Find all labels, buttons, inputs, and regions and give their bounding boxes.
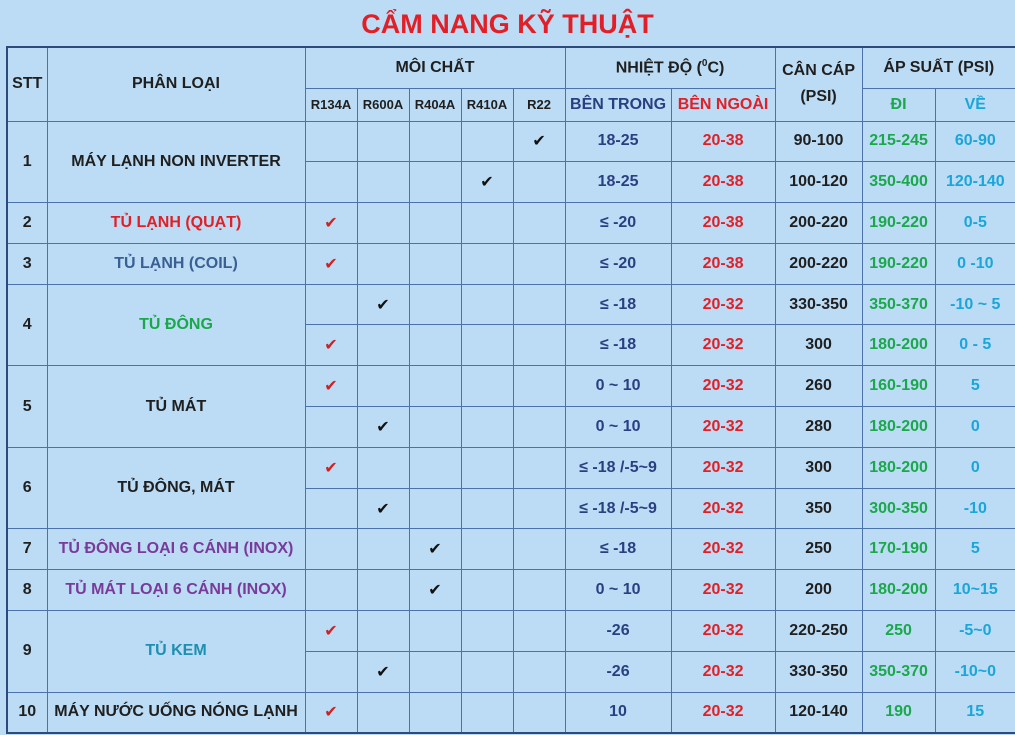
refrigerant-cell-r134a: [305, 121, 357, 162]
table-row: [7, 529, 1015, 570]
refrigerant-cell-r404a: [409, 651, 461, 692]
refrigerant-cell-r22: [513, 611, 565, 652]
refrigerant-cell-r410a: [461, 284, 513, 325]
cap-value: 200: [775, 570, 862, 611]
outside-temp: 20-32: [671, 692, 775, 733]
row-category: TỦ KEM: [47, 611, 305, 693]
refrigerant-cell-r22: [513, 651, 565, 692]
inside-temp: 10: [565, 692, 671, 733]
pressure-return: 0 - 5: [935, 325, 1015, 366]
check-icon: ✔: [324, 255, 338, 273]
cap-value: 350: [775, 488, 862, 529]
row-category: TỦ MÁT: [47, 366, 305, 448]
row-stt: 6: [7, 447, 47, 529]
refrigerant-cell-r600a: [357, 284, 409, 325]
row-category: TỦ LẠNH (COIL): [47, 243, 305, 284]
outside-temp: 20-32: [671, 284, 775, 325]
technical-handbook-table: [6, 46, 1015, 734]
refrigerant-cell-r404a: [409, 203, 461, 244]
row-stt: 1: [7, 121, 47, 203]
refrigerant-cell-r404a: [409, 529, 461, 570]
pressure-out: 350-400: [862, 162, 935, 203]
refrigerant-cell-r600a: [357, 243, 409, 284]
inside-temp: ≤ -18 /-5~9: [565, 447, 671, 488]
refrigerant-cell-r22: [513, 121, 565, 162]
check-icon: ✔: [376, 500, 390, 518]
inside-temp: 0 ~ 10: [565, 570, 671, 611]
pressure-return: -10: [935, 488, 1015, 529]
refrigerant-cell-r600a: [357, 162, 409, 203]
inside-temp: 18-25: [565, 121, 671, 162]
refrigerant-cell-r600a: [357, 325, 409, 366]
refrigerant-cell-r410a: [461, 529, 513, 570]
header-refrigerant: MÔI CHẤT: [305, 47, 565, 88]
table-row: [7, 447, 1015, 488]
header-category: PHÂN LOẠI: [47, 47, 305, 121]
refrigerant-cell-r22: [513, 243, 565, 284]
row-stt: 8: [7, 570, 47, 611]
check-icon: ✔: [376, 296, 390, 314]
pressure-return: 15: [935, 692, 1015, 733]
refrigerant-cell-r22: [513, 447, 565, 488]
header-refrigerant-r410a: R410A: [461, 88, 513, 121]
refrigerant-cell-r22: [513, 570, 565, 611]
pressure-out: 190-220: [862, 203, 935, 244]
cap-value: 100-120: [775, 162, 862, 203]
refrigerant-cell-r600a: [357, 570, 409, 611]
header-refrigerant-r134a: R134A: [305, 88, 357, 121]
cap-value: 260: [775, 366, 862, 407]
refrigerant-cell-r600a: [357, 407, 409, 448]
refrigerant-cell-r410a: [461, 407, 513, 448]
outside-temp: 20-38: [671, 121, 775, 162]
refrigerant-cell-r134a: [305, 570, 357, 611]
inside-temp: 0 ~ 10: [565, 366, 671, 407]
refrigerant-cell-r134a: [305, 284, 357, 325]
refrigerant-cell-r404a: [409, 284, 461, 325]
pressure-out: 250: [862, 611, 935, 652]
header-outside: BÊN NGOÀI: [671, 88, 775, 121]
table-row: [7, 284, 1015, 325]
refrigerant-cell-r410a: [461, 611, 513, 652]
refrigerant-cell-r134a: [305, 611, 357, 652]
refrigerant-cell-r134a: [305, 488, 357, 529]
inside-temp: ≤ -18: [565, 529, 671, 570]
outside-temp: 20-32: [671, 366, 775, 407]
table-row: [7, 121, 1015, 162]
outside-temp: 20-32: [671, 651, 775, 692]
check-icon: ✔: [324, 337, 338, 355]
header-refrigerant-r22: R22: [513, 88, 565, 121]
refrigerant-cell-r134a: [305, 366, 357, 407]
refrigerant-cell-r134a: [305, 203, 357, 244]
row-category: MÁY NƯỚC UỐNG NÓNG LẠNH: [47, 692, 305, 733]
header-row-1: [7, 47, 1015, 88]
refrigerant-cell-r134a: [305, 243, 357, 284]
header-refrigerant-r600a: R600A: [357, 88, 409, 121]
refrigerant-cell-r404a: [409, 243, 461, 284]
pressure-return: 0-5: [935, 203, 1015, 244]
check-icon: ✔: [324, 622, 338, 640]
inside-temp: -26: [565, 611, 671, 652]
pressure-out: 190: [862, 692, 935, 733]
refrigerant-cell-r410a: [461, 243, 513, 284]
refrigerant-cell-r22: [513, 488, 565, 529]
pressure-out: 350-370: [862, 284, 935, 325]
check-icon: ✔: [324, 459, 338, 477]
pressure-return: -5~0: [935, 611, 1015, 652]
pressure-out: 350-370: [862, 651, 935, 692]
refrigerant-cell-r600a: [357, 121, 409, 162]
pressure-return: -10 ~ 5: [935, 284, 1015, 325]
row-stt: 3: [7, 243, 47, 284]
table-row: [7, 611, 1015, 652]
check-icon: ✔: [428, 582, 442, 600]
refrigerant-cell-r134a: [305, 692, 357, 733]
refrigerant-cell-r22: [513, 162, 565, 203]
check-icon: ✔: [324, 378, 338, 396]
inside-temp: ≤ -20: [565, 243, 671, 284]
refrigerant-cell-r134a: [305, 529, 357, 570]
pressure-return: 5: [935, 366, 1015, 407]
table-row: [7, 692, 1015, 733]
cap-value: 200-220: [775, 243, 862, 284]
header-refrigerant-r404a: R404A: [409, 88, 461, 121]
inside-temp: 18-25: [565, 162, 671, 203]
row-stt: 5: [7, 366, 47, 448]
table-row: [7, 203, 1015, 244]
table-row: [7, 366, 1015, 407]
refrigerant-cell-r22: [513, 325, 565, 366]
pressure-return: 0: [935, 447, 1015, 488]
pressure-return: 0 -10: [935, 243, 1015, 284]
refrigerant-cell-r410a: [461, 162, 513, 203]
refrigerant-cell-r600a: [357, 366, 409, 407]
pressure-out: 160-190: [862, 366, 935, 407]
refrigerant-cell-r404a: [409, 162, 461, 203]
refrigerant-cell-r600a: [357, 651, 409, 692]
refrigerant-cell-r404a: [409, 570, 461, 611]
header-stt: STT: [7, 47, 47, 121]
cap-value: 300: [775, 325, 862, 366]
check-icon: ✔: [480, 174, 494, 192]
refrigerant-cell-r22: [513, 366, 565, 407]
inside-temp: ≤ -20: [565, 203, 671, 244]
inside-temp: ≤ -18: [565, 325, 671, 366]
refrigerant-cell-r404a: [409, 692, 461, 733]
refrigerant-cell-r410a: [461, 488, 513, 529]
refrigerant-cell-r134a: [305, 162, 357, 203]
pressure-return: -10~0: [935, 651, 1015, 692]
pressure-out: 180-200: [862, 325, 935, 366]
cap-value: 300: [775, 447, 862, 488]
pressure-out: 215-245: [862, 121, 935, 162]
row-category: TỦ ĐÔNG LOẠI 6 CÁNH (INOX): [47, 529, 305, 570]
refrigerant-cell-r404a: [409, 366, 461, 407]
inside-temp: -26: [565, 651, 671, 692]
outside-temp: 20-38: [671, 203, 775, 244]
outside-temp: 20-32: [671, 570, 775, 611]
refrigerant-cell-r22: [513, 529, 565, 570]
table-row: [7, 243, 1015, 284]
page-title: CẨM NANG KỸ THUẬT: [361, 9, 654, 39]
header-inside: BÊN TRONG: [565, 88, 671, 121]
pressure-return: 0: [935, 407, 1015, 448]
refrigerant-cell-r22: [513, 284, 565, 325]
cap-value: 330-350: [775, 284, 862, 325]
refrigerant-cell-r410a: [461, 447, 513, 488]
refrigerant-cell-r134a: [305, 447, 357, 488]
refrigerant-cell-r404a: [409, 488, 461, 529]
outside-temp: 20-38: [671, 162, 775, 203]
pressure-return: 60-90: [935, 121, 1015, 162]
check-icon: ✔: [376, 418, 390, 436]
refrigerant-cell-r404a: [409, 611, 461, 652]
row-category: TỦ ĐÔNG, MÁT: [47, 447, 305, 529]
refrigerant-cell-r600a: [357, 488, 409, 529]
outside-temp: 20-32: [671, 529, 775, 570]
refrigerant-cell-r404a: [409, 407, 461, 448]
refrigerant-cell-r600a: [357, 611, 409, 652]
header-cap: CÂN CÁP (PSI): [775, 47, 862, 121]
pressure-out: 180-200: [862, 407, 935, 448]
header-pressure: ÁP SUẤT (PSI): [862, 47, 1015, 88]
row-stt: 9: [7, 611, 47, 693]
row-category: TỦ MÁT LOẠI 6 CÁNH (INOX): [47, 570, 305, 611]
pressure-out: 180-200: [862, 447, 935, 488]
cap-value: 330-350: [775, 651, 862, 692]
table-body: [7, 121, 1015, 733]
refrigerant-cell-r410a: [461, 121, 513, 162]
refrigerant-cell-r22: [513, 407, 565, 448]
cap-value: 280: [775, 407, 862, 448]
outside-temp: 20-32: [671, 407, 775, 448]
outside-temp: 20-38: [671, 243, 775, 284]
refrigerant-cell-r404a: [409, 447, 461, 488]
row-category: MÁY LẠNH NON INVERTER: [47, 121, 305, 203]
refrigerant-cell-r600a: [357, 447, 409, 488]
pressure-out: 180-200: [862, 570, 935, 611]
pressure-out: 190-220: [862, 243, 935, 284]
inside-temp: ≤ -18 /-5~9: [565, 488, 671, 529]
refrigerant-cell-r404a: [409, 121, 461, 162]
check-icon: ✔: [324, 214, 338, 232]
pressure-out: 300-350: [862, 488, 935, 529]
row-stt: 7: [7, 529, 47, 570]
refrigerant-cell-r410a: [461, 325, 513, 366]
header-out: ĐI: [862, 88, 935, 121]
table-row: [7, 570, 1015, 611]
refrigerant-cell-r22: [513, 203, 565, 244]
refrigerant-cell-r410a: [461, 366, 513, 407]
refrigerant-cell-r404a: [409, 325, 461, 366]
pressure-return: 120-140: [935, 162, 1015, 203]
pressure-out: 170-190: [862, 529, 935, 570]
check-icon: ✔: [324, 704, 338, 722]
row-category: TỦ LẠNH (QUẠT): [47, 203, 305, 244]
refrigerant-cell-r22: [513, 692, 565, 733]
refrigerant-cell-r600a: [357, 529, 409, 570]
row-stt: 4: [7, 284, 47, 366]
pressure-return: 5: [935, 529, 1015, 570]
refrigerant-cell-r134a: [305, 407, 357, 448]
check-icon: ✔: [532, 133, 546, 151]
cap-value: 250: [775, 529, 862, 570]
cap-value: 220-250: [775, 611, 862, 652]
refrigerant-cell-r134a: [305, 651, 357, 692]
cap-value: 200-220: [775, 203, 862, 244]
outside-temp: 20-32: [671, 325, 775, 366]
refrigerant-cell-r134a: [305, 325, 357, 366]
refrigerant-cell-r410a: [461, 203, 513, 244]
header-return: VỀ: [935, 88, 1015, 121]
outside-temp: 20-32: [671, 488, 775, 529]
row-category: TỦ ĐÔNG: [47, 284, 305, 366]
pressure-return: 10~15: [935, 570, 1015, 611]
row-stt: 10: [7, 692, 47, 733]
refrigerant-cell-r600a: [357, 203, 409, 244]
inside-temp: ≤ -18: [565, 284, 671, 325]
check-icon: ✔: [428, 541, 442, 559]
refrigerant-cell-r600a: [357, 692, 409, 733]
refrigerant-cell-r410a: [461, 692, 513, 733]
inside-temp: 0 ~ 10: [565, 407, 671, 448]
cap-value: 120-140: [775, 692, 862, 733]
outside-temp: 20-32: [671, 447, 775, 488]
refrigerant-cell-r410a: [461, 651, 513, 692]
outside-temp: 20-32: [671, 611, 775, 652]
check-icon: ✔: [376, 663, 390, 681]
header-temperature: NHIỆT ĐỘ ($^0$C): [565, 47, 775, 88]
row-stt: 2: [7, 203, 47, 244]
cap-value: 90-100: [775, 121, 862, 162]
refrigerant-cell-r410a: [461, 570, 513, 611]
